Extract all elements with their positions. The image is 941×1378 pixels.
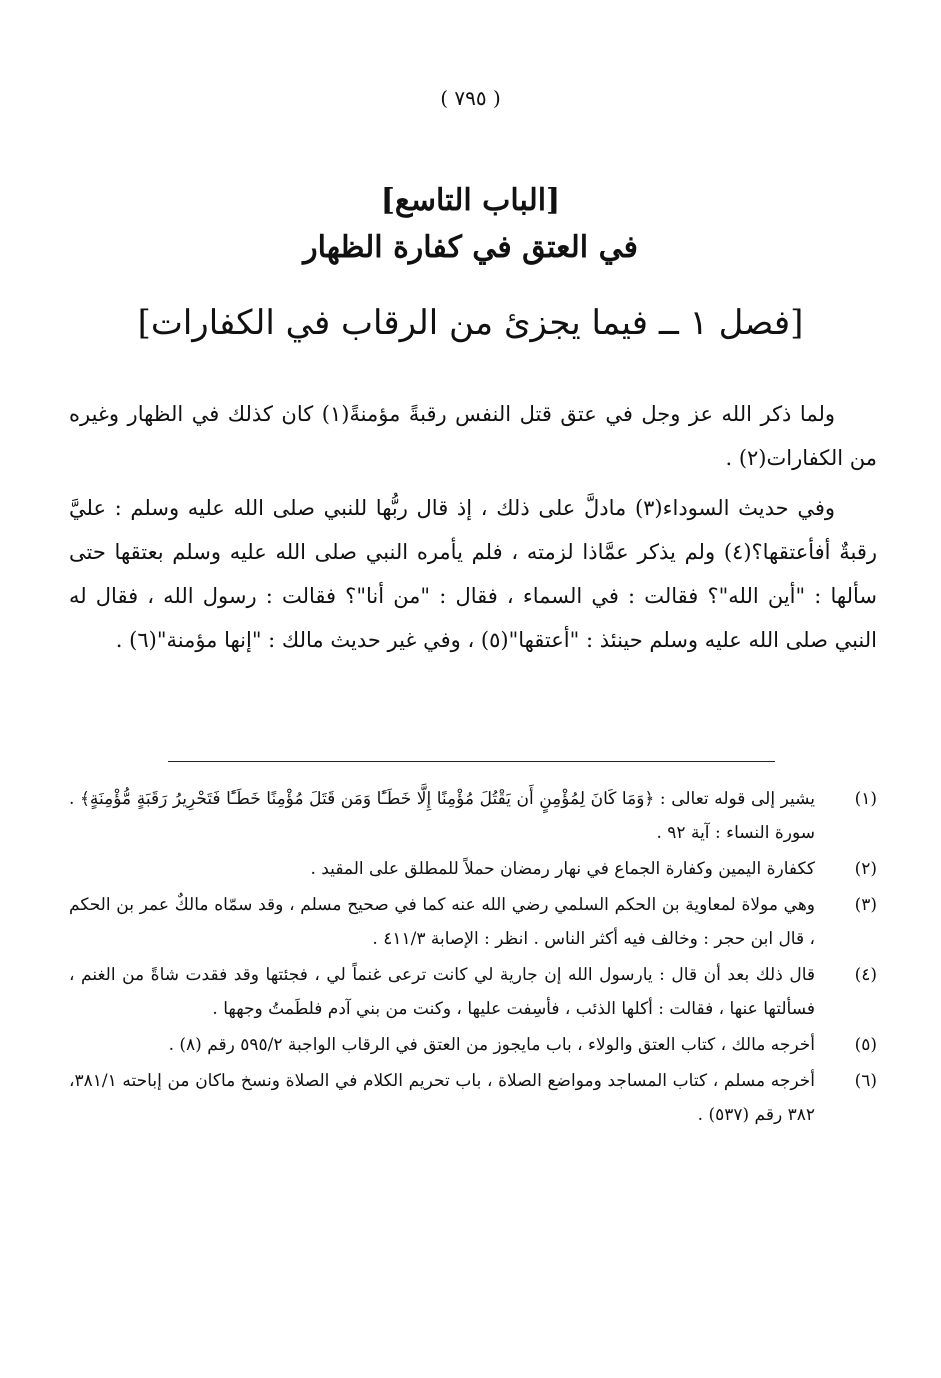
footnote-number: (٣)	[854, 895, 877, 915]
footnote-number: (٥)	[854, 1035, 877, 1055]
footnote-number: (١)	[854, 789, 877, 809]
footnote-text: قال ذلك بعد أن قال : يارسول الله إن جارية لي كانت ترعى غنماً لي ، فجئتها وقد فقدت شاةً من الغنم ، فسألتها عنها ، فقالت : أكلها الذئب ، فأسِفت عليها ، وكنت من بني آدم فلطَمتُ وجهها .	[69, 965, 815, 1019]
footnote-item	[69, 1064, 877, 1132]
main-text	[69, 392, 877, 662]
chapter-heading	[0, 178, 941, 271]
footnote-divider	[168, 761, 775, 762]
footnote-number: (٤)	[854, 965, 877, 985]
paragraph: ولما ذكر الله عز وجل في عتق قتل النفس رقبةً مؤمنةً(١) كان كذلك في الظهار وغيره من الكفارات(٢) .	[69, 402, 877, 470]
footnote-text: أخرجه مسلم ، كتاب المساجد ومواضع الصلاة ، باب تحريم الكلام في الصلاة ونسخ ماكان من إباحته ٣٨١/١، ٣٨٢ رقم (٥٣٧) .	[69, 1071, 815, 1125]
footnote-item	[69, 852, 877, 886]
page-number: ( ٧٩٥ )	[440, 86, 501, 110]
footnote-text: يشير إلى قوله تعالى : ﴿وَمَا كَانَ لِمُؤْمِنٍ أَن يَقْتُلَ مُؤْمِنًا إِلَّا خَطَـًٔا وَمَن قَتَلَ مُؤْمِنًا خَطَـًٔا فَتَحْرِيرُ رَقَبَةٍ مُّؤْمِنَةٍ﴾ . سورة النساء : آية ٩٢ .	[69, 789, 815, 843]
footnote-number: (٦)	[854, 1071, 877, 1091]
chapter-subject-title: في العتق في كفارة الظهار	[303, 229, 638, 265]
paragraph: وفي حديث السوداء(٣) مادلَّ على ذلك ، إذ قال ربُّها للنبي صلى الله عليه وسلم : عليَّ رقبةٌ أفأعتقها؟(٤) ولم يذكر عمَّاذا لزمته ، فلم يأمره النبي صلى الله عليه وسلم بعتقها حتى سألها : "أين الله"؟ فقالت : في السماء ، فقال : "من أنا"؟ فقالت : رسول الله ، فقال له النبي صلى الله عليه وسلم حينئذ : "أعتقها"(٥) ، وفي غير حديث مالك : "إنها مؤمنة"(٦) .	[69, 496, 877, 652]
footnote-text: ككفارة اليمين وكفارة الجماع في نهار رمضان حملاً للمطلق على المقيد .	[310, 859, 815, 879]
footnote-text: أخرجه مالك ، كتاب العتق والولاء ، باب مايجوز من العتق في الرقاب الواجبة ٥٩٥/٢ رقم (٨) .	[168, 1035, 815, 1055]
footnote-item	[69, 888, 877, 956]
footnote-item	[69, 782, 877, 850]
footnotes-list	[69, 782, 877, 1134]
section-title: [فصل ١ ــ فيما يجزئ من الرقاب في الكفارات]	[137, 303, 804, 343]
chapter-number-title: [الباب التاسع]	[380, 183, 561, 218]
footnote-item	[69, 1028, 877, 1062]
footnote-text: وهي مولاة لمعاوية بن الحكم السلمي رضي الله عنه كما في صحيح مسلم ، وقد سمّاه مالكٌ عمر بن الحكم ، قال ابن حجر : وخالف فيه أكثر الناس . انظر : الإصابة ٤١١/٣ .	[69, 895, 815, 949]
footnote-item	[69, 958, 877, 1026]
footnote-number: (٢)	[854, 859, 877, 879]
